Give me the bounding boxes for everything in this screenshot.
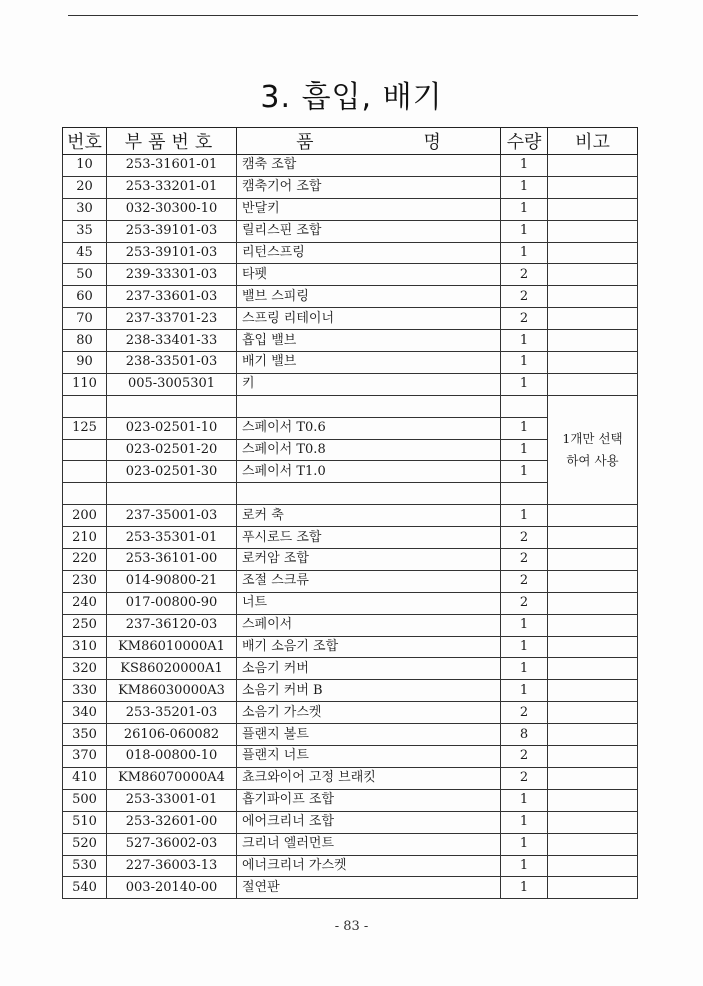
table-row — [63, 220, 638, 242]
row-quantity: 2 — [501, 570, 548, 592]
row-part-number: KS86020000A1 — [107, 658, 237, 680]
row-number: 320 — [63, 658, 107, 680]
header-name-a: 품 — [296, 132, 314, 153]
table-row — [63, 614, 638, 636]
row-quantity: 1 — [501, 417, 548, 439]
row-quantity: 1 — [501, 461, 548, 483]
header-qty: 수량 — [501, 128, 548, 155]
table-row — [63, 395, 638, 417]
row-part-number: 253-35301-01 — [107, 527, 237, 549]
row-number: 70 — [63, 308, 107, 330]
row-number: 80 — [63, 330, 107, 352]
row-part-number: 014-90800-21 — [107, 570, 237, 592]
note-line-2: 하여 사용 — [566, 453, 619, 469]
row-part-number: 253-33201-01 — [107, 176, 237, 198]
row-note — [548, 877, 638, 899]
row-quantity: 1 — [501, 220, 548, 242]
row-number: 220 — [63, 549, 107, 571]
header-name — [237, 128, 501, 155]
row-number: 340 — [63, 702, 107, 724]
row-note — [548, 767, 638, 789]
row-part-name: 크리너 엘러먼트 — [237, 833, 501, 855]
row-number: 35 — [63, 220, 107, 242]
row-note — [548, 527, 638, 549]
row-note-merged — [548, 395, 638, 504]
row-part-name: 조절 스크류 — [237, 570, 501, 592]
row-part-number: 527-36002-03 — [107, 833, 237, 855]
row-quantity — [501, 483, 548, 505]
row-quantity: 1 — [501, 155, 548, 177]
row-note — [548, 373, 638, 395]
row-note — [548, 352, 638, 374]
table-row — [63, 198, 638, 220]
row-part-name: 캠축 조합 — [237, 155, 501, 177]
row-number — [63, 395, 107, 417]
row-quantity: 1 — [501, 439, 548, 461]
row-note — [548, 855, 638, 877]
table-row — [63, 724, 638, 746]
row-number: 60 — [63, 286, 107, 308]
row-part-number — [107, 483, 237, 505]
row-note — [548, 176, 638, 198]
note-line-1: 1개만 선택 — [562, 431, 623, 447]
row-note — [548, 308, 638, 330]
row-part-name: 배기 소음기 조합 — [237, 636, 501, 658]
row-part-name: 너트 — [237, 592, 501, 614]
table-row — [63, 242, 638, 264]
table-row — [63, 702, 638, 724]
row-note — [548, 242, 638, 264]
row-part-name: 흡기파이프 조합 — [237, 789, 501, 811]
row-number: 540 — [63, 877, 107, 899]
row-part-name: 리턴스프링 — [237, 242, 501, 264]
row-note — [548, 286, 638, 308]
row-note — [548, 811, 638, 833]
row-number: 110 — [63, 373, 107, 395]
row-number: 310 — [63, 636, 107, 658]
row-quantity: 1 — [501, 330, 548, 352]
row-number: 20 — [63, 176, 107, 198]
row-part-number — [107, 395, 237, 417]
header-part-no: 부품번호 — [107, 128, 237, 155]
top-rule — [68, 15, 638, 16]
table-row — [63, 176, 638, 198]
page-number: - 83 - — [334, 919, 369, 934]
row-part-number: 253-39101-03 — [107, 242, 237, 264]
row-note — [548, 833, 638, 855]
row-part-name: 흡입 밸브 — [237, 330, 501, 352]
row-part-number: 237-36120-03 — [107, 614, 237, 636]
row-part-number: 237-35001-03 — [107, 505, 237, 527]
row-part-name: 캠축기어 조합 — [237, 176, 501, 198]
row-part-number: KM86010000A1 — [107, 636, 237, 658]
row-part-name: 로커 축 — [237, 505, 501, 527]
table-row — [63, 767, 638, 789]
row-note — [548, 724, 638, 746]
row-quantity: 1 — [501, 811, 548, 833]
row-part-number: 26106-060082 — [107, 724, 237, 746]
table-row — [63, 592, 638, 614]
table-row — [63, 308, 638, 330]
row-quantity: 1 — [501, 636, 548, 658]
row-quantity: 2 — [501, 549, 548, 571]
row-number: 350 — [63, 724, 107, 746]
row-part-number: 239-33301-03 — [107, 264, 237, 286]
table-row — [63, 833, 638, 855]
row-number: 510 — [63, 811, 107, 833]
table-row — [63, 155, 638, 177]
row-number: 520 — [63, 833, 107, 855]
header-name-b: 명 — [423, 132, 441, 153]
row-part-name: 배기 밸브 — [237, 352, 501, 374]
row-number: 45 — [63, 242, 107, 264]
row-note — [548, 155, 638, 177]
row-quantity: 1 — [501, 505, 548, 527]
row-part-name: 스페이서 T1.0 — [237, 461, 501, 483]
row-note — [548, 614, 638, 636]
row-number: 250 — [63, 614, 107, 636]
row-quantity: 1 — [501, 658, 548, 680]
table-row — [63, 527, 638, 549]
row-quantity: 2 — [501, 308, 548, 330]
table-row — [63, 811, 638, 833]
row-note — [548, 789, 638, 811]
row-number — [63, 439, 107, 461]
row-note — [548, 592, 638, 614]
row-part-number: 023-02501-10 — [107, 417, 237, 439]
header-no: 번호 — [63, 128, 107, 155]
row-part-number: 238-33501-03 — [107, 352, 237, 374]
row-part-name — [237, 483, 501, 505]
row-number: 330 — [63, 680, 107, 702]
row-quantity: 1 — [501, 614, 548, 636]
row-quantity: 1 — [501, 833, 548, 855]
row-number: 125 — [63, 417, 107, 439]
row-part-number: KM86070000A4 — [107, 767, 237, 789]
row-part-number: 237-33601-03 — [107, 286, 237, 308]
row-number: 10 — [63, 155, 107, 177]
row-number — [63, 483, 107, 505]
row-part-name: 플랜지 볼트 — [237, 724, 501, 746]
table-row — [63, 352, 638, 374]
row-part-number: KM86030000A3 — [107, 680, 237, 702]
row-part-name: 릴리스핀 조합 — [237, 220, 501, 242]
table-row — [63, 373, 638, 395]
row-part-name — [237, 395, 501, 417]
row-part-name: 로커암 조합 — [237, 549, 501, 571]
row-quantity: 1 — [501, 877, 548, 899]
row-number: 90 — [63, 352, 107, 374]
row-note — [548, 680, 638, 702]
row-number: 240 — [63, 592, 107, 614]
row-part-name: 스페이서 — [237, 614, 501, 636]
row-part-number: 253-31601-01 — [107, 155, 237, 177]
row-quantity: 8 — [501, 724, 548, 746]
page-title: 3. 흡입, 배기 — [260, 80, 443, 115]
row-part-number: 253-32601-00 — [107, 811, 237, 833]
table-row — [63, 789, 638, 811]
row-quantity: 2 — [501, 527, 548, 549]
row-note — [548, 220, 638, 242]
row-number: 200 — [63, 505, 107, 527]
row-note — [548, 746, 638, 768]
row-part-name: 타펫 — [237, 264, 501, 286]
row-quantity: 1 — [501, 176, 548, 198]
row-quantity: 1 — [501, 352, 548, 374]
row-note — [548, 658, 638, 680]
row-part-number: 023-02501-20 — [107, 439, 237, 461]
table-row — [63, 636, 638, 658]
row-quantity: 1 — [501, 373, 548, 395]
row-note — [548, 330, 638, 352]
row-quantity: 2 — [501, 746, 548, 768]
row-quantity: 2 — [501, 767, 548, 789]
row-part-name: 스페이서 T0.8 — [237, 439, 501, 461]
row-part-number: 227-36003-13 — [107, 855, 237, 877]
parts-table — [62, 127, 638, 899]
row-part-name: 반달키 — [237, 198, 501, 220]
row-part-name: 절연판 — [237, 877, 501, 899]
row-part-number: 003-20140-00 — [107, 877, 237, 899]
row-note — [548, 264, 638, 286]
row-quantity: 1 — [501, 855, 548, 877]
row-quantity: 2 — [501, 592, 548, 614]
row-number: 530 — [63, 855, 107, 877]
row-quantity: 1 — [501, 242, 548, 264]
header-note: 비고 — [548, 128, 638, 155]
table-row — [63, 330, 638, 352]
table-header-row — [63, 128, 638, 155]
row-part-name: 쵸크와이어 고정 브래킷 — [237, 767, 501, 789]
table-row — [63, 746, 638, 768]
row-part-number: 237-33701-23 — [107, 308, 237, 330]
row-part-name: 푸시로드 조합 — [237, 527, 501, 549]
row-number: 210 — [63, 527, 107, 549]
row-part-number: 032-30300-10 — [107, 198, 237, 220]
row-quantity: 1 — [501, 789, 548, 811]
row-note — [548, 549, 638, 571]
row-part-name: 소음기 커버 B — [237, 680, 501, 702]
table-row — [63, 855, 638, 877]
parts-table-body — [63, 155, 638, 899]
row-part-name: 스페이서 T0.6 — [237, 417, 501, 439]
row-number: 230 — [63, 570, 107, 592]
row-part-number: 253-36101-00 — [107, 549, 237, 571]
row-note — [548, 570, 638, 592]
row-note — [548, 505, 638, 527]
row-note — [548, 702, 638, 724]
row-part-number: 017-00800-90 — [107, 592, 237, 614]
table-row — [63, 658, 638, 680]
row-part-number: 023-02501-30 — [107, 461, 237, 483]
table-row — [63, 549, 638, 571]
row-part-name: 소음기 커버 — [237, 658, 501, 680]
row-part-name: 에너크리너 가스켓 — [237, 855, 501, 877]
row-quantity: 1 — [501, 198, 548, 220]
row-quantity: 2 — [501, 264, 548, 286]
row-quantity: 1 — [501, 680, 548, 702]
table-row — [63, 680, 638, 702]
row-part-name: 에어크리너 조합 — [237, 811, 501, 833]
row-part-name: 스프링 리테이너 — [237, 308, 501, 330]
row-part-number: 005-3005301 — [107, 373, 237, 395]
row-number: 30 — [63, 198, 107, 220]
row-note — [548, 198, 638, 220]
row-part-name: 플랜지 너트 — [237, 746, 501, 768]
row-quantity — [501, 395, 548, 417]
table-row — [63, 505, 638, 527]
table-row — [63, 286, 638, 308]
row-part-number: 253-35201-03 — [107, 702, 237, 724]
row-number: 370 — [63, 746, 107, 768]
row-part-number: 253-33001-01 — [107, 789, 237, 811]
row-part-number: 018-00800-10 — [107, 746, 237, 768]
row-number: 50 — [63, 264, 107, 286]
row-part-number: 238-33401-33 — [107, 330, 237, 352]
row-number — [63, 461, 107, 483]
table-row — [63, 264, 638, 286]
row-part-name: 소음기 가스켓 — [237, 702, 501, 724]
row-part-number: 253-39101-03 — [107, 220, 237, 242]
table-row — [63, 877, 638, 899]
row-number: 410 — [63, 767, 107, 789]
row-part-name: 키 — [237, 373, 501, 395]
row-quantity: 2 — [501, 702, 548, 724]
table-row — [63, 570, 638, 592]
row-quantity: 2 — [501, 286, 548, 308]
row-note — [548, 636, 638, 658]
row-number: 500 — [63, 789, 107, 811]
row-part-name: 밸브 스피링 — [237, 286, 501, 308]
